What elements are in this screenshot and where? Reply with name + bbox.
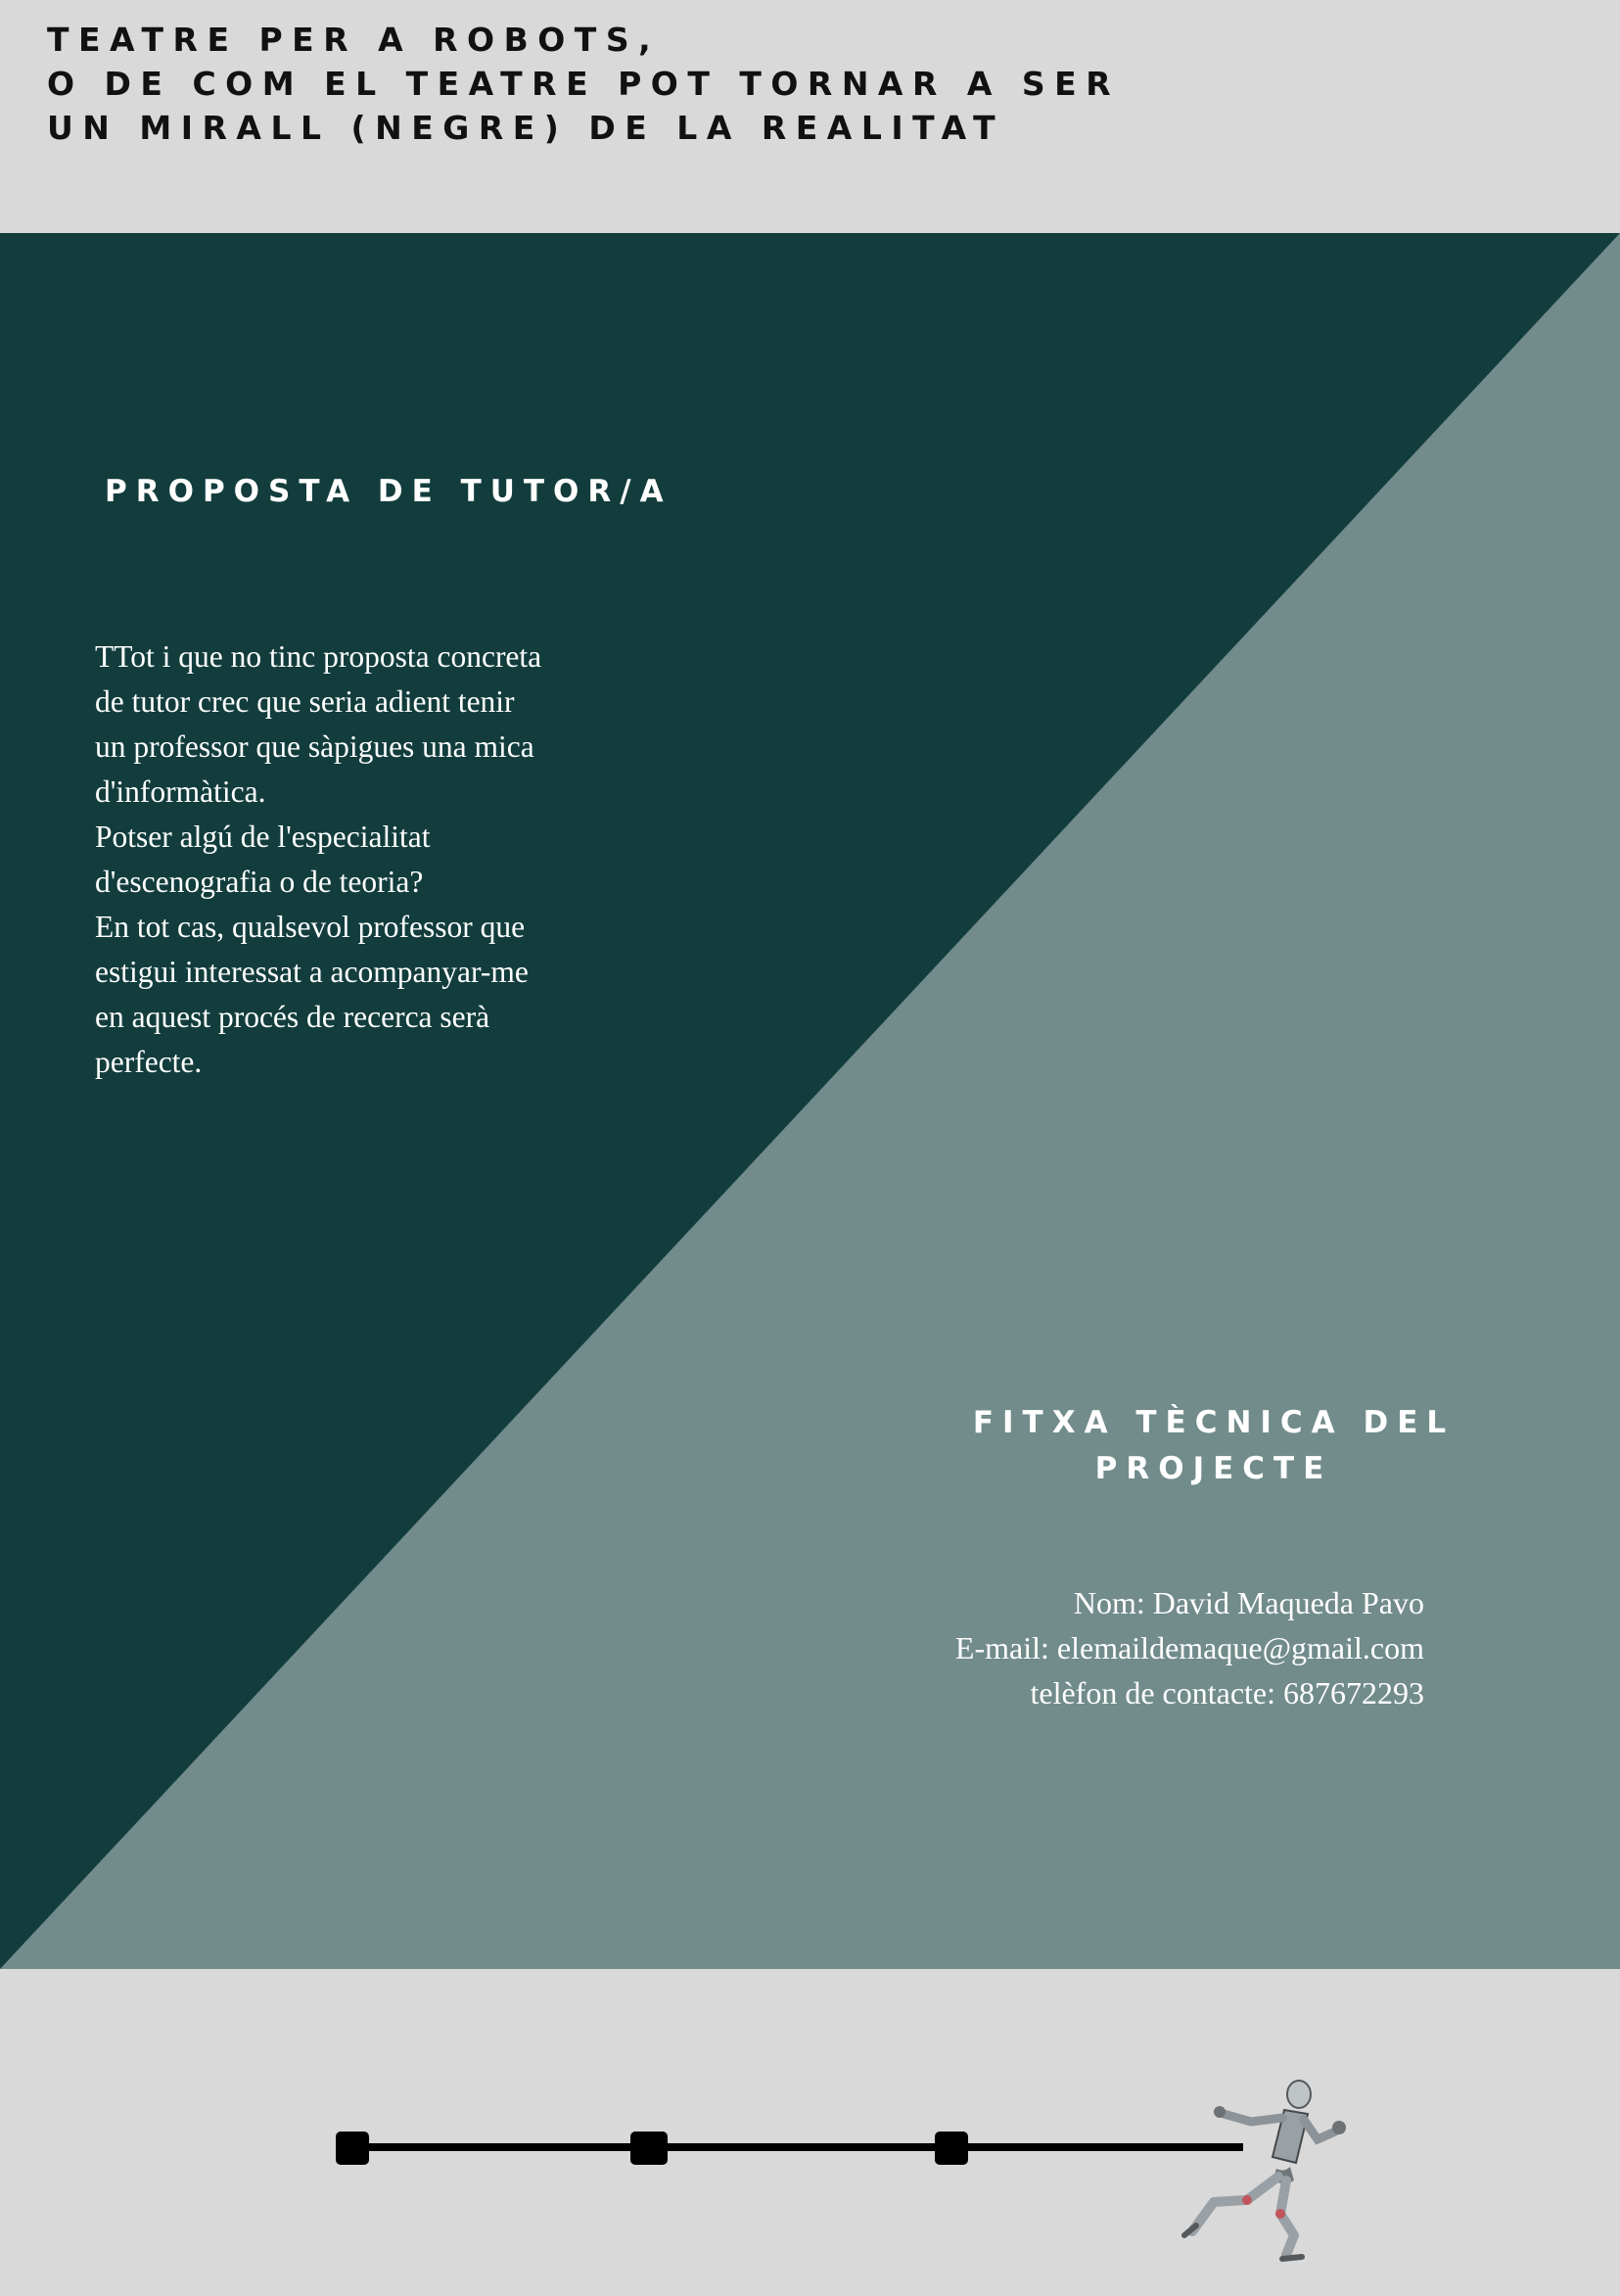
tutor-text-line: de tutor crec que seria adient tenir [95, 684, 515, 719]
document-title [47, 18, 1120, 150]
tutor-text-line: En tot cas, qualsevol professor que [95, 910, 526, 944]
fitxa-tecnica-heading [920, 1400, 1507, 1492]
tutor-text-line: perfecte. [95, 1045, 203, 1079]
tutor-text-line: en aquest procés de recerca serà [95, 1000, 490, 1034]
tutor-text-line: TTot i que no tinc proposta concreta [95, 639, 542, 674]
progress-timeline [0, 1969, 1620, 2291]
title-line-1: TEATRE PER A ROBOTS, [47, 21, 661, 59]
contact-name: Nom: David Maqueda Pavo [1073, 1585, 1424, 1620]
tutor-text-line: Potser algú de l'especialitat [95, 820, 431, 854]
fitxa-heading-line-2: PROJECTE [1094, 1451, 1333, 1486]
tutor-text-line: un professor que sàpigues una mica [95, 729, 534, 764]
timeline-milestone-2 [630, 2132, 668, 2165]
timeline-milestone-1 [336, 2132, 369, 2165]
title-line-2: O DE COM EL TEATRE POT TORNAR A SER [47, 65, 1121, 103]
tutor-text-line: d'informàtica. [95, 774, 266, 809]
tutor-proposal-text [95, 634, 643, 1085]
timeline-milestone-3 [935, 2132, 968, 2165]
fitxa-heading-line-1: FITXA TÈCNICA DEL [972, 1405, 1456, 1440]
timeline-graphic [0, 1969, 1620, 2291]
contact-email: E-mail: elemaildemaque@gmail.com [954, 1630, 1424, 1665]
running-robot-icon [1184, 2081, 1346, 2259]
title-line-3: UN MIRALL (NEGRE) DE LA REALITAT [47, 109, 1005, 147]
contact-phone: telèfon de contacte: 687672293 [1030, 1675, 1424, 1710]
tutor-text-line: d'escenografia o de teoria? [95, 865, 424, 899]
contact-details [955, 1580, 1424, 1715]
tutor-section-heading: PROPOSTA DE TUTOR/A [105, 474, 672, 509]
tutor-text-line: estigui interessat a acompanyar-me [95, 955, 529, 989]
